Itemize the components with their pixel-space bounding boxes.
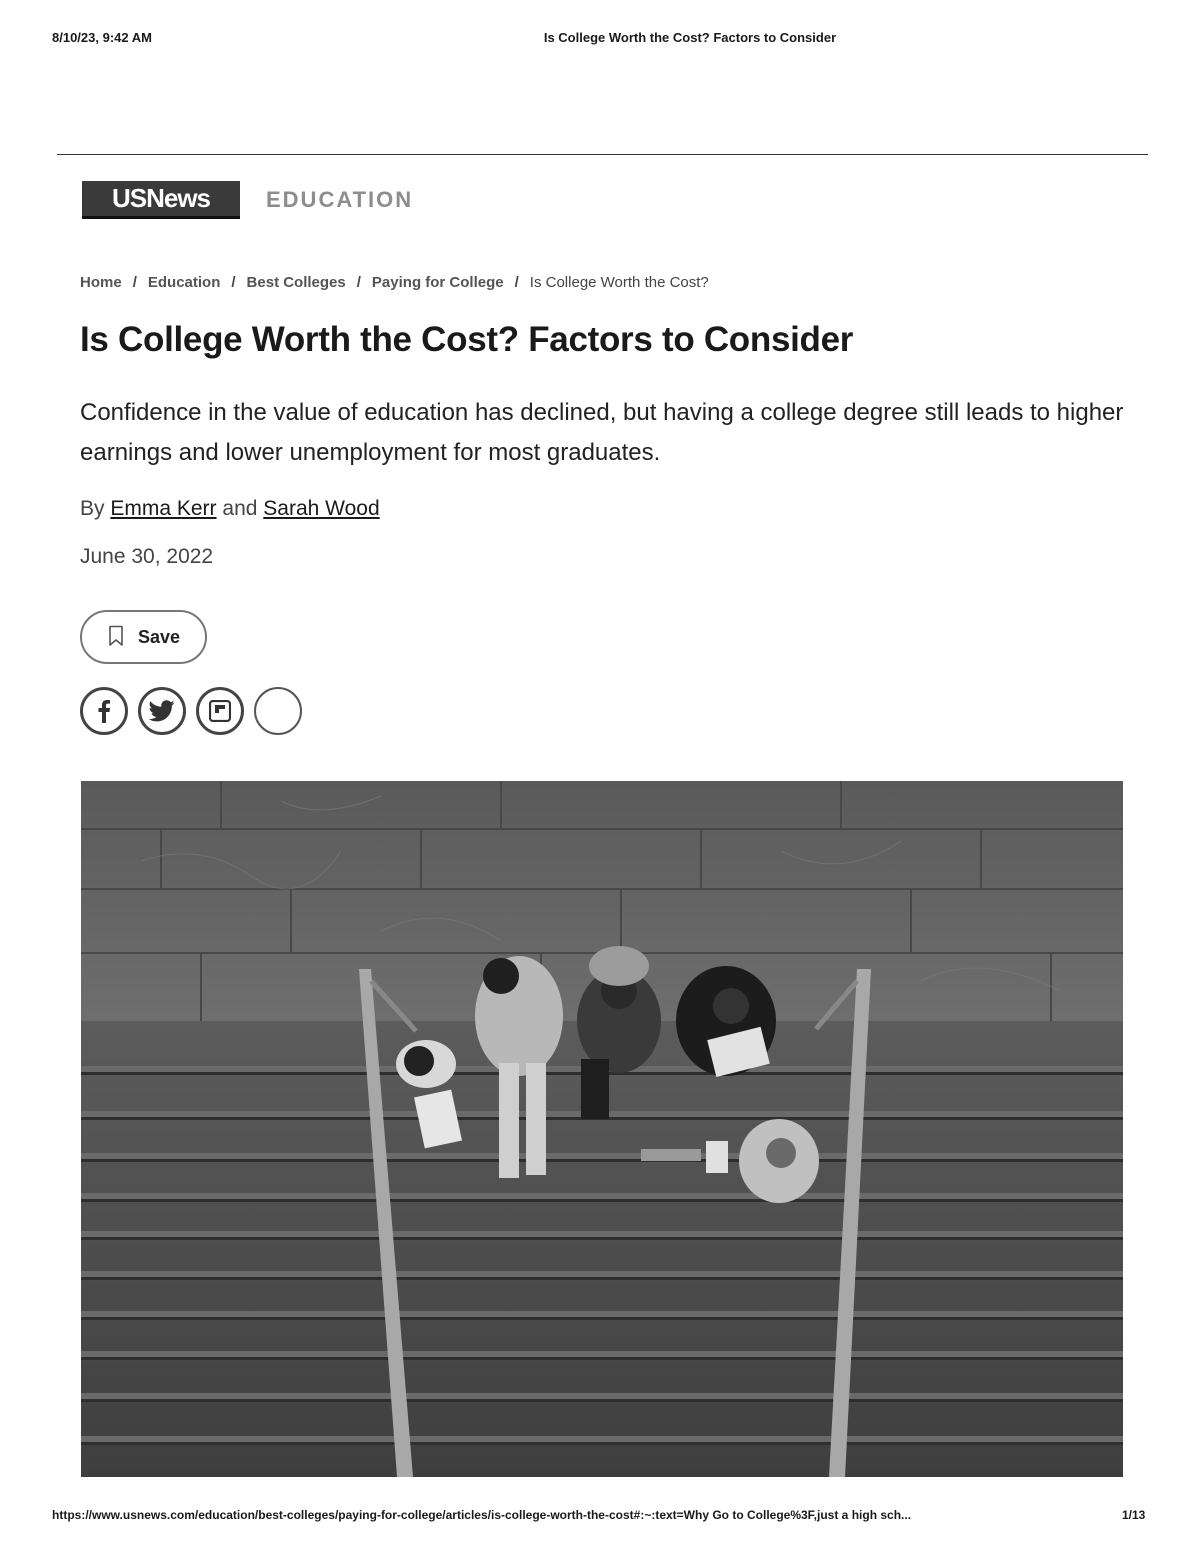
breadcrumb-separator: / [514,274,519,291]
breadcrumb-separator: / [356,274,361,291]
bookmark-icon [108,625,124,650]
breadcrumb-best-colleges[interactable]: Best Colleges [246,274,346,291]
print-document-title: Is College Worth the Cost? Factors to Consider [543,30,837,45]
logo-text: USNews [111,183,211,213]
save-button[interactable] [80,610,207,664]
article-subtitle: Confidence in the value of education has declined, but having a college degree still leads to higher earnings and lower unemployment for most graduates. [80,399,1124,466]
share-buttons [80,687,312,735]
byline-prefix: By [80,497,105,520]
facebook-icon[interactable] [80,687,128,735]
breadcrumb-current: Is College Worth the Cost? [529,274,709,291]
page-number: 1/13 [1122,1508,1146,1522]
print-timestamp: 8/10/23, 9:42 AM [52,30,152,45]
print-header [0,30,1200,50]
save-label: Save [138,626,181,647]
usnews-logo[interactable] [82,181,240,219]
header-divider [57,154,1148,155]
print-url: https://www.usnews.com/education/best-colleges/paying-for-college/articles/is-college-worth-the-cost#:~:text=Why Go to College%3F,just a high sch... [52,1508,912,1522]
hero-image [81,781,1123,1477]
breadcrumb-separator: / [132,274,137,291]
masthead [82,180,413,220]
section-education-link[interactable]: EDUCATION [266,187,414,212]
author-link-sarah-wood[interactable]: Sarah Wood [263,497,380,520]
breadcrumb-education[interactable]: Education [147,274,221,291]
twitter-icon[interactable] [138,687,186,735]
author-link-emma-kerr[interactable]: Emma Kerr [110,497,217,520]
publish-date: June 30, 2022 [80,545,214,568]
students-on-stairs-photo [81,781,1123,1477]
flipboard-icon[interactable] [196,687,244,735]
breadcrumb-home[interactable]: Home [80,274,122,291]
byline-joiner: and [222,497,258,520]
breadcrumb-separator: / [231,274,236,291]
article-title: Is College Worth the Cost? Factors to Consider [80,320,854,359]
breadcrumb [80,274,709,291]
breadcrumb-paying-for-college[interactable]: Paying for College [371,274,504,291]
byline [80,497,380,521]
more-share-icon[interactable] [254,687,302,735]
